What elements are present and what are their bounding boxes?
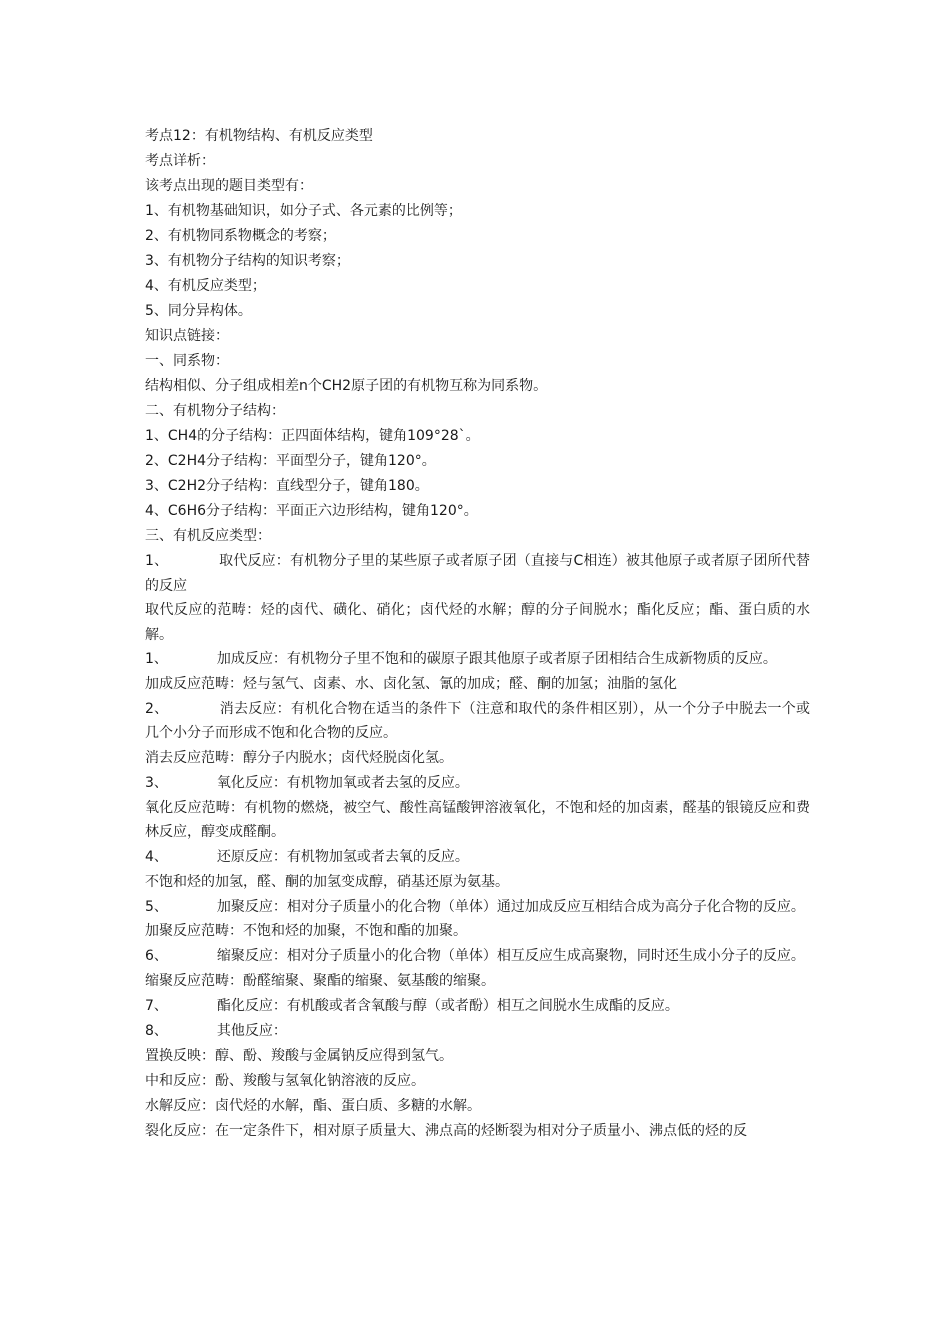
reaction-scope: 不饱和烃的加氢，醛、酮的加氢变成醇，硝基还原为氨基。 xyxy=(145,873,509,890)
section-heading: 一、同系物： xyxy=(145,353,229,369)
list-item: 2、C2H4分子结构：平面型分子，键角120°。 xyxy=(145,453,436,469)
paragraph: 结构相似、分子组成相差n个CH2原子团的有机物互称为同系物。 xyxy=(145,378,548,394)
list-item: 3、有机物分子结构的知识考察； xyxy=(145,253,350,269)
title: 考点12：有机物结构、有机反应类型 xyxy=(145,128,373,144)
reaction-definition: 6、 缩聚反应：相对分子质量小的化合物（单体）相互反应生成高聚物，同时还生成小分子的反应。 xyxy=(145,948,805,964)
reaction-scope: 置换反映：醇、酚、羧酸与金属钠反应得到氢气。 xyxy=(145,1047,453,1064)
reaction-scope: 加成反应范畴：烃与氢气、卤素、水、卤化氢、氰的加成；醛、酮的加氢；油脂的氢化 xyxy=(145,675,677,692)
reaction-definition: 2、 消去反应：有机化合物在适当的条件下（注意和取代的条件相区别），从一个分子中脱去一个或几个小分子而形成不饱和化合物的反应。 xyxy=(145,700,810,741)
reaction-definition: 7、 酯化反应：有机酸或者含氧酸与醇（或者酚）相互之间脱水生成酯的反应。 xyxy=(145,997,679,1014)
section-heading: 二、有机物分子结构： xyxy=(145,403,285,419)
reaction-definition: 8、 其他反应： xyxy=(145,1022,287,1039)
section-heading: 三、有机反应类型： xyxy=(145,528,271,544)
list-item: 1、有机物基础知识，如分子式、各元素的比例等； xyxy=(145,203,462,219)
reaction-definition: 1、 取代反应：有机物分子里的某些原子或者原子团（直接与C相连）被其他原子或者原子团所代替的反应 xyxy=(145,553,810,594)
list-item: 1、CH4的分子结构：正四面体结构，键角109°28`。 xyxy=(145,428,480,444)
reaction-scope: 中和反应：酚、羧酸与氢氧化钠溶液的反应。 xyxy=(145,1072,425,1089)
reaction-scope: 水解反应：卤代烃的水解，酯、蛋白质、多糖的水解。 xyxy=(145,1097,481,1114)
reaction-scope: 氧化反应范畴：有机物的燃烧，被空气、酸性高锰酸钾溶液氧化，不饱和烃的加卤素，醛基的银镜反应和费林反应，醇变成醛酮。 xyxy=(145,799,810,840)
reaction-definition: 4、 还原反应：有机物加氢或者去氧的反应。 xyxy=(145,848,469,865)
reaction-definition: 5、 加聚反应：相对分子质量小的化合物（单体）通过加成反应互相结合成为高分子化合物的反应。 xyxy=(145,898,805,915)
list-item: 5、同分异构体。 xyxy=(145,303,252,319)
list-item: 2、有机物同系物概念的考察； xyxy=(145,228,336,244)
reaction-scope: 加聚反应范畴：不饱和烃的加聚，不饱和酯的加聚。 xyxy=(145,923,467,939)
reaction-definition: 1、 加成反应：有机物分子里不饱和的碳原子跟其他原子或者原子团相结合生成新物质的反应。 xyxy=(145,651,777,667)
list-item: 4、有机反应类型； xyxy=(145,278,266,294)
section-heading: 考点详析： xyxy=(145,153,215,169)
section-heading: 知识点链接： xyxy=(145,328,229,344)
list-item: 4、C6H6分子结构：平面正六边形结构，键角120°。 xyxy=(145,503,478,519)
reaction-scope: 取代反应的范畴：烃的卤代、磺化、硝化；卤代烃的水解；醇的分子间脱水；酯化反应；酯、蛋白质的水解。 xyxy=(145,602,810,643)
reaction-scope: 裂化反应：在一定条件下，相对原子质量大、沸点高的烃断裂为相对分子质量小、沸点低的烃的反 xyxy=(145,1122,747,1139)
reaction-definition: 3、 氧化反应：有机物加氧或者去氢的反应。 xyxy=(145,774,469,791)
document-page xyxy=(145,124,810,1144)
paragraph: 该考点出现的题目类型有： xyxy=(145,178,313,194)
reaction-scope: 消去反应范畴：醇分子内脱水；卤代烃脱卤化氢。 xyxy=(145,749,453,766)
list-item: 3、C2H2分子结构：直线型分子，键角180。 xyxy=(145,478,429,494)
reaction-scope: 缩聚反应范畴：酚醛缩聚、聚酯的缩聚、氨基酸的缩聚。 xyxy=(145,972,495,989)
